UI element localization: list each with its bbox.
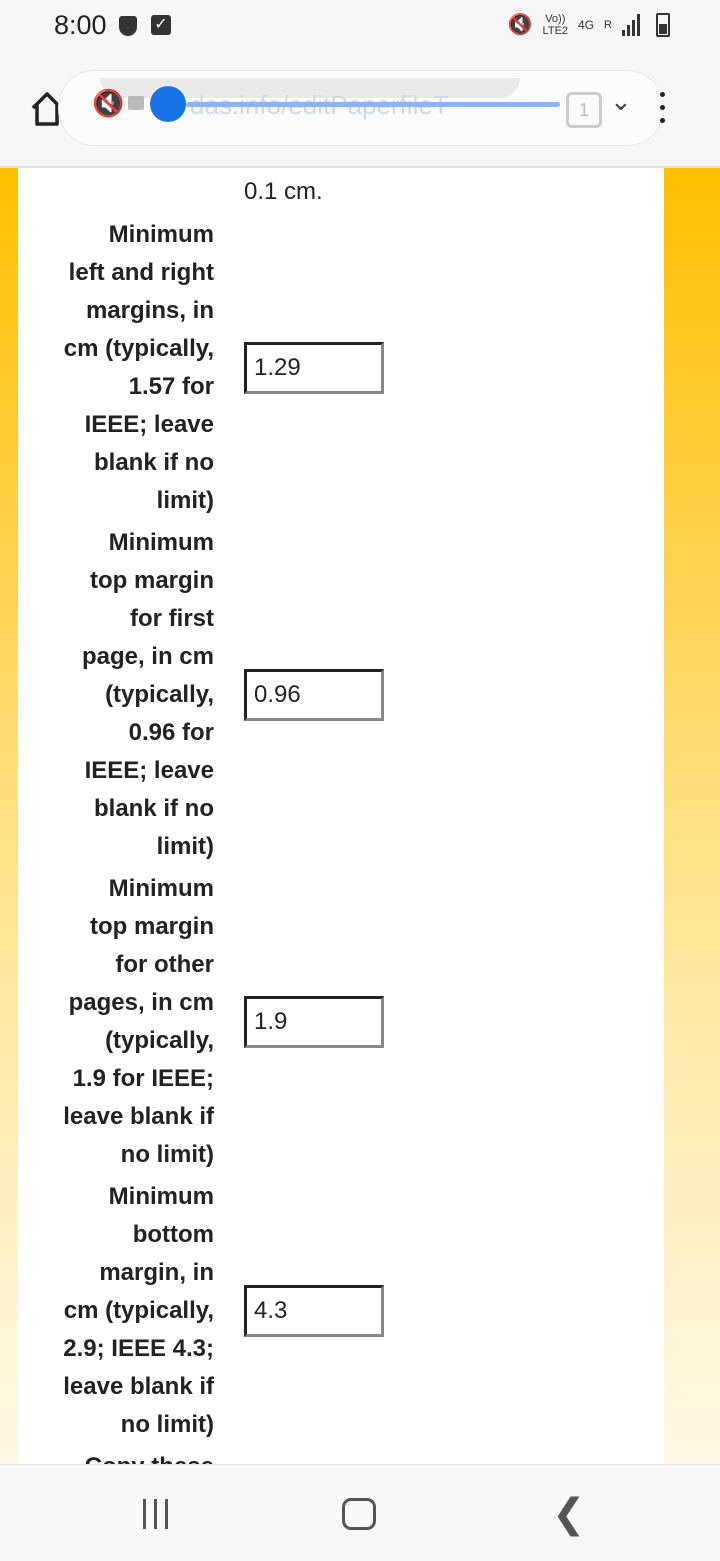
left-right-margin-input[interactable] [244,342,384,394]
more-menu-icon[interactable] [660,92,665,126]
progress-dot [150,86,186,122]
4g-icon: 4G [578,17,595,32]
tab-switcher-button[interactable]: 1 [566,92,602,128]
bottom-margin-label: Minimum bottom margin, in cm (typically, 2.9; IEEE 4.3; leave blank if no limit) [63,1183,214,1438]
status-bar [0,0,720,54]
battery-icon [656,13,670,37]
status-right-icons [508,12,670,37]
signal-icon [622,14,640,36]
loading-progress-bar [186,102,560,107]
mute-icon: 🔇 [507,14,533,36]
status-time: 8:00 [54,10,107,40]
left-right-margin-label: Minimum left and right margins, in cm (typically, 1.57 for IEEE; leave blank if no limit) [63,221,214,514]
checkbox-icon: ✓ [151,15,171,35]
page-side-left [0,168,18,1464]
page-content [18,168,664,1464]
other-pages-top-margin-input[interactable] [244,996,384,1048]
previous-field-note: 0.1 cm. [244,178,323,205]
recent-apps-icon[interactable] [143,1499,168,1529]
bottom-margin-input[interactable] [244,1285,384,1337]
chevron-down-icon[interactable]: ⌄ [610,86,632,116]
page-side-right [664,168,720,1464]
back-icon[interactable]: ❮ [552,1492,586,1536]
volte-icon: Vo)) LTE2 [542,12,569,37]
roaming-icon: R [604,18,612,31]
home-button-icon[interactable] [342,1498,376,1530]
first-page-top-margin-input[interactable] [244,669,384,721]
system-nav-bar [0,1464,720,1561]
shield-icon [119,16,137,36]
first-page-top-margin-label: Minimum top margin for first page, in cm (typically, 0.96 for IEEE; leave blank if no limit) [81,529,214,860]
lock-icon [128,96,144,110]
tab-muted-icon[interactable]: 🔇 [92,88,125,118]
other-pages-top-margin-label: Minimum top margin for other pages, in cm (typically, 1.9 for IEEE; leave blank if no limit) [63,875,214,1168]
